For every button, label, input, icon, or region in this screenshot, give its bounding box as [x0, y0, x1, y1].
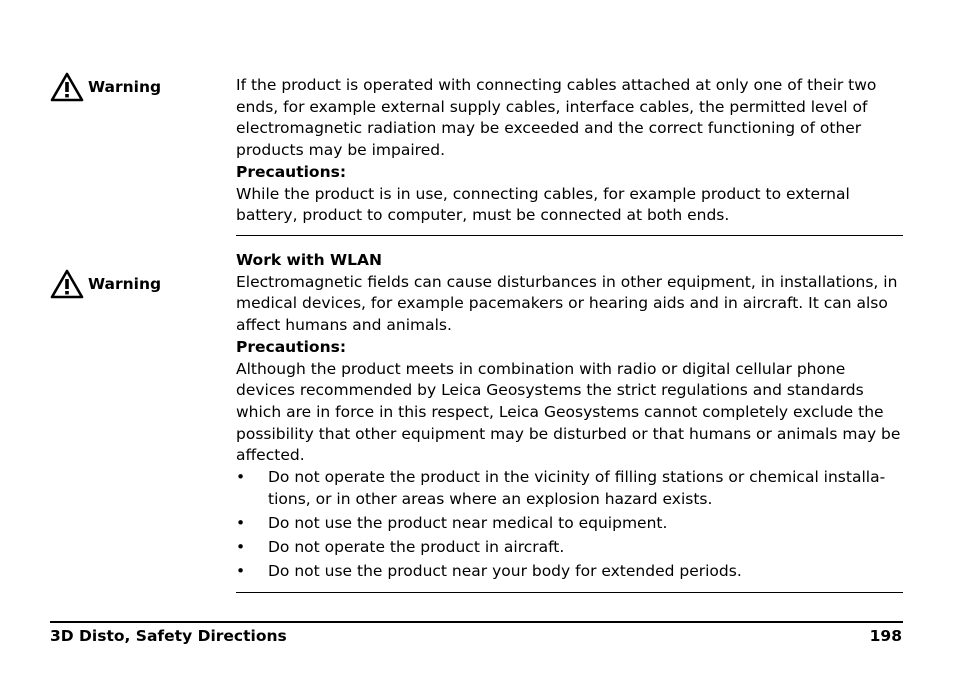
section-2-body — [236, 250, 902, 585]
section-1-paragraph: If the product is operated with connecting cables attached at only one of their two ends, for example external supply cables, interface cables, the permitted level of electromagnetic radiation may be exceeded and the correct functioning of other products may be impaired. — [236, 76, 877, 160]
warning-icon — [50, 72, 84, 102]
footer-title: 3D Disto, Safety Directions — [50, 627, 287, 645]
warning-text: Warning — [88, 275, 162, 293]
section-2-precautions-text: Although the product meets in combination with radio or digital cellular phone devices recommended by Leica Geosystems the strict regulations and standards which are in force in this respect, Leica Geosystems cannot completely exclude the possibility that other equipment may be disturbed or that humans or animals may be affected. — [236, 359, 901, 465]
bullet-icon: • — [236, 537, 246, 556]
section-1-precautions-heading: Precautions: — [236, 162, 347, 181]
bullet-list — [236, 467, 902, 583]
list-item: • Do not use the product near medical to equipment. — [236, 513, 902, 535]
section-2-precautions-heading: Precautions: — [236, 337, 347, 356]
section-divider — [236, 235, 903, 236]
bullet-icon: • — [236, 513, 246, 532]
list-item: • Do not operate the product in aircraft. — [236, 537, 902, 559]
section-2-paragraph: Electromagnetic fields can cause disturbances in other equipment, in installations, in medical devices, for example pacemakers or hearing aids and in aircraft. It can also affect humans and animals. — [236, 272, 898, 335]
section-divider — [236, 592, 903, 593]
section-2-heading: Work with WLAN — [236, 251, 382, 269]
bullet-icon: • — [236, 562, 246, 581]
bullet-icon: • — [236, 468, 246, 487]
section-1-body — [236, 75, 902, 227]
list-item: • Do not use the product near your body for extended periods. — [236, 561, 902, 583]
section-1-precautions-text: While the product is in use, connecting cables, for example product to external battery, product to computer, must be connected at both ends. — [236, 184, 850, 225]
footer-rule — [50, 621, 903, 623]
warning-text: Warning — [88, 78, 162, 96]
warning-label-2 — [50, 269, 230, 299]
warning-icon — [50, 269, 84, 299]
list-item: • Do not operate the product in the vicinity of filling stations or chemical installa-tions, or in other areas where an explosion hazard exists. — [236, 468, 886, 508]
warning-label-1 — [50, 72, 230, 102]
page-number: 198 — [869, 627, 902, 645]
